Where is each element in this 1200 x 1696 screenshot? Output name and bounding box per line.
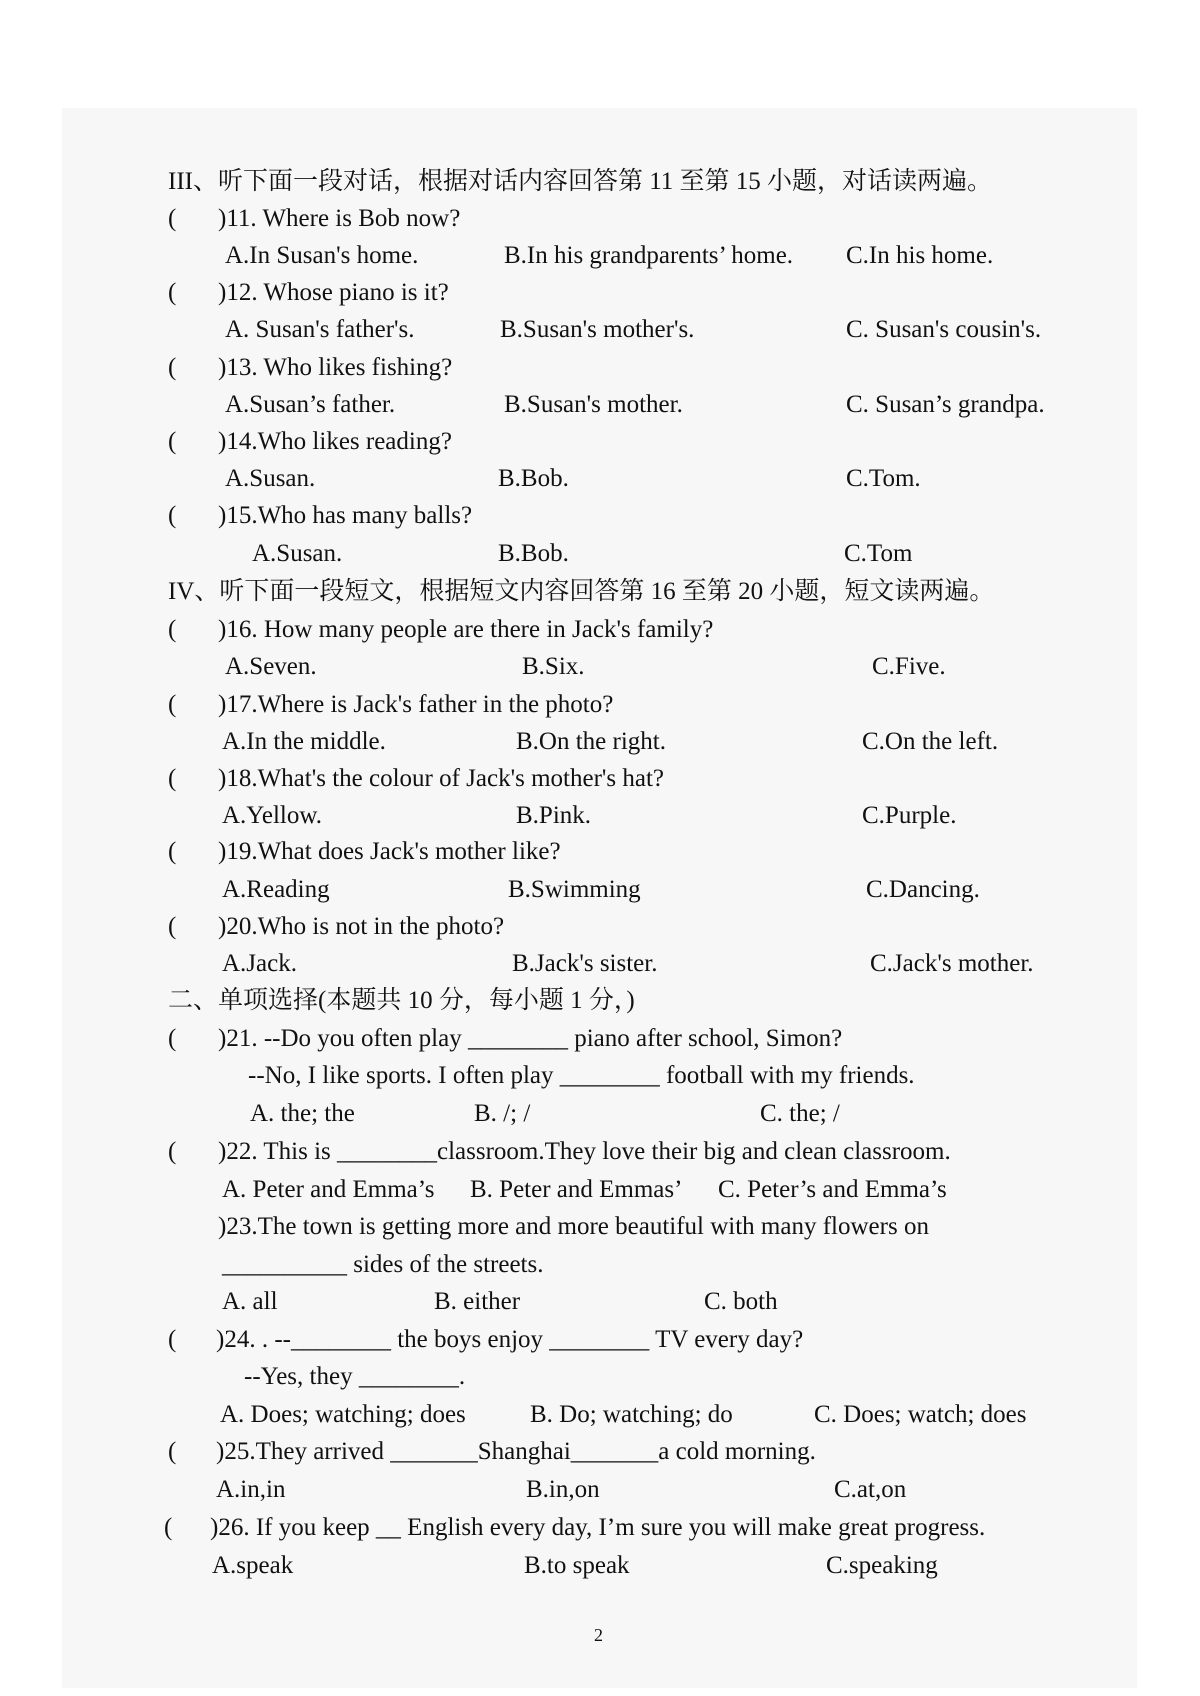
option-b: B. Peter and Emmas’ [470,1176,683,1203]
answer-paren: ( [168,354,177,381]
question-22: )22. This is ________classroom.They love their big and clean classroom. [218,1138,951,1165]
answer-paren: ( [168,1438,177,1465]
option-c: C.Purple. [862,802,957,829]
question-23: )23.The town is getting more and more beautiful with many flowers on [218,1213,929,1240]
option-b: B.In his grandparents’ home. [504,242,794,269]
option-a: A.Susan’s father. [225,391,396,418]
question-21: )21. --Do you often play ________ piano after school, Simon? [218,1025,843,1052]
option-a: A.speak [212,1552,294,1579]
option-a: A.Reading [222,876,330,903]
option-a: A. Susan's father's. [225,316,415,343]
option-b: B.On the right. [516,728,666,755]
option-b: B.Six. [522,653,585,680]
option-a: A. Does; watching; does [220,1401,466,1428]
option-c: C.Tom. [846,465,921,492]
question-19: )19.What does Jack's mother like? [218,838,561,865]
answer-paren: ( [168,691,177,718]
option-c: C. both [704,1288,778,1315]
option-b: B.in,on [526,1476,600,1503]
option-a: A.Seven. [225,653,317,680]
option-c: C.On the left. [862,728,999,755]
option-a: A.Jack. [222,950,297,977]
option-b: B.Jack's sister. [512,950,658,977]
option-c: C.speaking [826,1552,938,1579]
page-number: 2 [594,1625,603,1645]
option-c: C. Susan’s grandpa. [846,391,1045,418]
answer-paren: ( [168,765,177,792]
option-b: B. Do; watching; do [530,1401,733,1428]
option-c: C.Jack's mother. [870,950,1034,977]
question-12: )12. Whose piano is it? [218,279,449,306]
option-b: B.Swimming [508,876,641,903]
option-c: C. Does; watch; does [814,1401,1027,1428]
answer-paren: ( [168,838,177,865]
option-b: B.Susan's mother. [504,391,683,418]
option-b: B.Bob. [498,540,569,567]
option-c: C.at,on [834,1476,907,1503]
option-b: B. /; / [474,1100,531,1127]
question-13: )13. Who likes fishing? [218,354,453,381]
question-16: )16. How many people are there in Jack's family? [218,616,714,643]
option-a: A. the; the [250,1100,355,1127]
option-c: C.Tom [844,540,913,567]
question-21-reply: --No, I like sports. I often play ________ football with my friends. [248,1062,915,1089]
option-b: B. either [434,1288,521,1315]
question-11: )11. Where is Bob now? [218,205,461,232]
answer-paren: ( [168,428,177,455]
option-c: C.In his home. [846,242,994,269]
question-20: )20.Who is not in the photo? [218,913,505,940]
answer-paren: ( [168,1326,177,1353]
question-18: )18.What's the colour of Jack's mother's hat? [218,765,665,792]
part-2-heading: 二、单项选择(本题共 10 分，每小题 1 分，) [168,987,635,1014]
option-a: A.In Susan's home. [225,242,419,269]
section-3-heading: III、听下面一段对话，根据对话内容回答第 11 至第 15 小题，对话读两遍。 [168,168,993,195]
answer-paren: ( [168,279,177,306]
option-b: B.Pink. [516,802,592,829]
option-a: A.Susan. [225,465,316,492]
answer-paren: ( [168,913,177,940]
option-a: A.Yellow. [222,802,323,829]
question-25: )25.They arrived _______Shanghai_______a cold morning. [216,1438,816,1465]
option-c: C. Peter’s and Emma’s [718,1176,947,1203]
question-24-reply: --Yes, they ________. [244,1363,466,1390]
question-23-cont: __________ sides of the streets. [222,1251,544,1278]
section-4-heading: IV、听下面一段短文，根据短文内容回答第 16 至第 20 小题，短文读两遍。 [168,578,995,605]
answer-paren: ( [168,1025,177,1052]
answer-paren: ( [168,502,177,529]
question-15: )15.Who has many balls? [218,502,473,529]
answer-paren: ( [168,1138,177,1165]
option-c: C.Dancing. [866,876,980,903]
answer-paren: ( [168,616,177,643]
answer-paren: ( [164,1514,173,1541]
option-a: A. Peter and Emma’s [222,1176,435,1203]
question-14: )14.Who likes reading? [218,428,452,455]
option-b: B.Susan's mother's. [500,316,695,343]
question-24: )24. . --________ the boys enjoy ________ TV every day? [216,1326,804,1353]
option-b: B.Bob. [498,465,569,492]
option-c: C. Susan's cousin's. [846,316,1042,343]
question-17: )17.Where is Jack's father in the photo? [218,691,614,718]
question-26: )26. If you keep __ English every day, I’m sure you will make great progress. [210,1514,986,1541]
option-a: A.in,in [216,1476,286,1503]
option-a: A.Susan. [252,540,343,567]
option-a: A.In the middle. [222,728,386,755]
option-a: A. all [222,1288,278,1315]
option-b: B.to speak [524,1552,630,1579]
option-c: C.Five. [872,653,946,680]
answer-paren: ( [168,205,177,232]
option-c: C. the; / [760,1100,840,1127]
